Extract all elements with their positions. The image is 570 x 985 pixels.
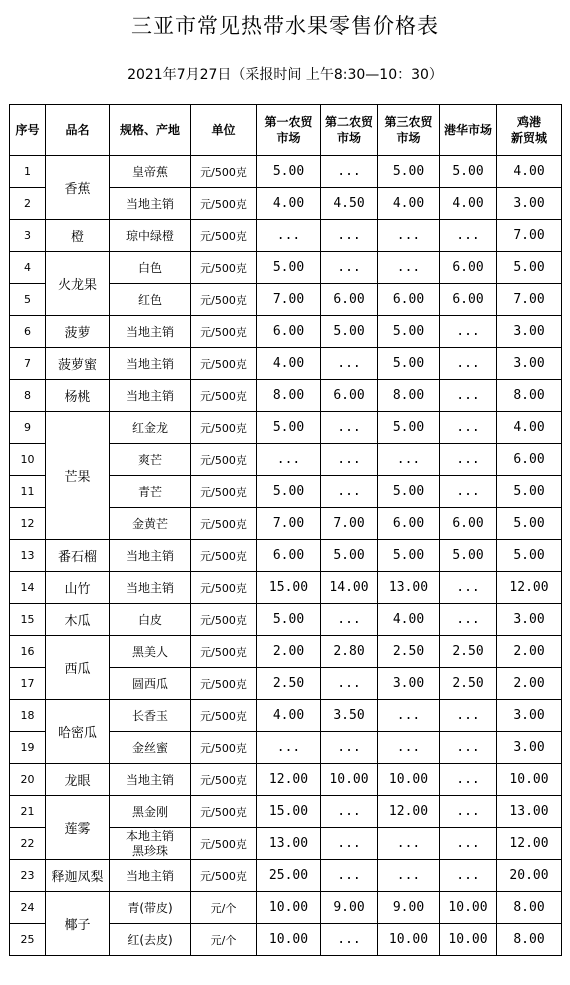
unit: 元/500克 xyxy=(191,604,257,636)
spec-origin: 金丝蜜 xyxy=(110,732,191,764)
price-cell: 15.00 xyxy=(257,796,321,828)
price-cell: 12.00 xyxy=(257,764,321,796)
spec-origin: 金黄芒 xyxy=(110,508,191,540)
fruit-name: 椰子 xyxy=(46,892,110,956)
price-cell: 5.00 xyxy=(497,252,562,284)
spec-origin: 当地主销 xyxy=(110,380,191,412)
spec-origin: 青(带皮) xyxy=(110,892,191,924)
fruit-name: 木瓜 xyxy=(46,604,110,636)
unit: 元/500克 xyxy=(191,348,257,380)
unit: 元/500克 xyxy=(191,636,257,668)
row-number: 24 xyxy=(10,892,46,924)
price-cell: ... xyxy=(440,380,497,412)
price-cell: 5.00 xyxy=(257,604,321,636)
unit: 元/500克 xyxy=(191,412,257,444)
price-cell: 5.00 xyxy=(497,508,562,540)
spec-origin: 红色 xyxy=(110,284,191,316)
price-cell: ... xyxy=(257,732,321,764)
price-cell: 6.00 xyxy=(321,284,378,316)
price-cell: 8.00 xyxy=(497,380,562,412)
spec-origin: 当地主销 xyxy=(110,572,191,604)
spec-origin: 黑美人 xyxy=(110,636,191,668)
fruit-name: 龙眼 xyxy=(46,764,110,796)
spec-origin: 长香玉 xyxy=(110,700,191,732)
price-cell: ... xyxy=(378,444,440,476)
unit: 元/500克 xyxy=(191,540,257,572)
header-cell: 第一农贸 市场 xyxy=(257,105,321,156)
unit: 元/500克 xyxy=(191,380,257,412)
fruit-name: 杨桃 xyxy=(46,380,110,412)
price-cell: ... xyxy=(321,348,378,380)
price-cell: 10.00 xyxy=(378,924,440,956)
price-cell: 10.00 xyxy=(378,764,440,796)
price-cell: 5.00 xyxy=(497,476,562,508)
price-cell: 5.00 xyxy=(257,412,321,444)
row-number: 4 xyxy=(10,252,46,284)
row-number: 14 xyxy=(10,572,46,604)
price-cell: 5.00 xyxy=(378,316,440,348)
price-cell: ... xyxy=(378,220,440,252)
price-cell: ... xyxy=(321,220,378,252)
spec-origin: 当地主销 xyxy=(110,188,191,220)
price-cell: 2.50 xyxy=(440,636,497,668)
price-cell: 6.00 xyxy=(257,540,321,572)
fruit-name: 菠萝 xyxy=(46,316,110,348)
spec-origin: 当地主销 xyxy=(110,316,191,348)
price-cell: ... xyxy=(378,700,440,732)
fruit-name: 番石榴 xyxy=(46,540,110,572)
row-number: 20 xyxy=(10,764,46,796)
price-cell: ... xyxy=(257,444,321,476)
price-cell: 5.00 xyxy=(321,540,378,572)
price-cell: ... xyxy=(321,444,378,476)
row-number: 8 xyxy=(10,380,46,412)
header-cell: 港华市场 xyxy=(440,105,497,156)
price-cell: ... xyxy=(440,796,497,828)
header-cell: 规格、产地 xyxy=(110,105,191,156)
row-number: 2 xyxy=(10,188,46,220)
header-cell: 第三农贸 市场 xyxy=(378,105,440,156)
price-cell: 6.00 xyxy=(321,380,378,412)
row-number: 6 xyxy=(10,316,46,348)
row-number: 19 xyxy=(10,732,46,764)
price-cell: 2.00 xyxy=(497,668,562,700)
unit: 元/500克 xyxy=(191,572,257,604)
price-cell: 2.00 xyxy=(497,636,562,668)
spec-origin: 当地主销 xyxy=(110,348,191,380)
price-cell: 5.00 xyxy=(378,540,440,572)
price-cell: 12.00 xyxy=(497,572,562,604)
price-cell: ... xyxy=(440,860,497,892)
spec-origin: 当地主销 xyxy=(110,860,191,892)
price-cell: 5.00 xyxy=(440,540,497,572)
price-cell: 7.00 xyxy=(321,508,378,540)
header-cell: 单位 xyxy=(191,105,257,156)
unit: 元/500克 xyxy=(191,316,257,348)
price-cell: ... xyxy=(440,604,497,636)
price-table xyxy=(9,104,562,956)
unit: 元/500克 xyxy=(191,444,257,476)
price-cell: 4.00 xyxy=(257,348,321,380)
fruit-name: 菠萝蜜 xyxy=(46,348,110,380)
price-cell: ... xyxy=(440,732,497,764)
fruit-name: 西瓜 xyxy=(46,636,110,700)
price-cell: 2.50 xyxy=(440,668,497,700)
spec-origin: 黑金刚 xyxy=(110,796,191,828)
price-cell: 3.00 xyxy=(497,188,562,220)
row-number: 12 xyxy=(10,508,46,540)
table-row xyxy=(10,316,562,348)
row-number: 21 xyxy=(10,796,46,828)
spec-origin: 皇帝蕉 xyxy=(110,156,191,188)
price-cell: 13.00 xyxy=(497,796,562,828)
row-number: 16 xyxy=(10,636,46,668)
price-cell: 15.00 xyxy=(257,572,321,604)
spec-origin: 当地主销 xyxy=(110,764,191,796)
row-number: 3 xyxy=(10,220,46,252)
unit: 元/500克 xyxy=(191,764,257,796)
price-cell: ... xyxy=(440,316,497,348)
unit: 元/个 xyxy=(191,924,257,956)
header-cell: 品名 xyxy=(46,105,110,156)
fruit-name: 莲雾 xyxy=(46,796,110,860)
page-title: 三亚市常见热带水果零售价格表 xyxy=(131,14,439,38)
unit: 元/500克 xyxy=(191,156,257,188)
price-cell: 10.00 xyxy=(440,924,497,956)
fruit-name: 火龙果 xyxy=(46,252,110,316)
table-row xyxy=(10,636,562,668)
price-cell: 5.00 xyxy=(497,540,562,572)
price-cell: 13.00 xyxy=(257,828,321,860)
price-cell: 2.50 xyxy=(257,668,321,700)
price-cell: ... xyxy=(378,828,440,860)
row-number: 11 xyxy=(10,476,46,508)
price-cell: 10.00 xyxy=(257,924,321,956)
unit: 元/个 xyxy=(191,892,257,924)
table-row xyxy=(10,700,562,732)
spec-origin: 红金龙 xyxy=(110,412,191,444)
table-row xyxy=(10,540,562,572)
spec-origin: 红(去皮) xyxy=(110,924,191,956)
price-cell: 3.00 xyxy=(497,604,562,636)
price-cell: 8.00 xyxy=(378,380,440,412)
price-cell: ... xyxy=(440,764,497,796)
price-cell: 12.00 xyxy=(378,796,440,828)
price-cell: ... xyxy=(378,252,440,284)
spec-origin: 琼中绿橙 xyxy=(110,220,191,252)
price-cell: 3.00 xyxy=(378,668,440,700)
table-body xyxy=(10,156,562,956)
table-row xyxy=(10,892,562,924)
unit: 元/500克 xyxy=(191,796,257,828)
price-cell: 6.00 xyxy=(378,284,440,316)
spec-origin: 青芒 xyxy=(110,476,191,508)
price-cell: 6.00 xyxy=(378,508,440,540)
price-cell: ... xyxy=(440,220,497,252)
row-number: 13 xyxy=(10,540,46,572)
price-cell: ... xyxy=(321,476,378,508)
fruit-name: 山竹 xyxy=(46,572,110,604)
fruit-name: 哈密瓜 xyxy=(46,700,110,764)
price-cell: 20.00 xyxy=(497,860,562,892)
unit: 元/500克 xyxy=(191,252,257,284)
price-cell: ... xyxy=(440,348,497,380)
header-cell: 鸡港 新贸城 xyxy=(497,105,562,156)
row-number: 10 xyxy=(10,444,46,476)
price-cell: 4.00 xyxy=(257,188,321,220)
row-number: 17 xyxy=(10,668,46,700)
spec-origin: 爽芒 xyxy=(110,444,191,476)
price-cell: ... xyxy=(321,412,378,444)
price-cell: ... xyxy=(440,572,497,604)
price-cell: 7.00 xyxy=(257,508,321,540)
price-cell: 5.00 xyxy=(378,156,440,188)
price-cell: 10.00 xyxy=(321,764,378,796)
table-row xyxy=(10,220,562,252)
price-cell: 25.00 xyxy=(257,860,321,892)
row-number: 23 xyxy=(10,860,46,892)
unit: 元/500克 xyxy=(191,828,257,860)
price-cell: ... xyxy=(321,252,378,284)
table-row xyxy=(10,412,562,444)
price-cell: ... xyxy=(321,828,378,860)
table-row xyxy=(10,860,562,892)
price-cell: 3.50 xyxy=(321,700,378,732)
spec-origin: 本地主销 黑珍珠 xyxy=(110,828,191,860)
price-cell: 5.00 xyxy=(378,476,440,508)
price-cell: 5.00 xyxy=(440,156,497,188)
spec-origin: 圆西瓜 xyxy=(110,668,191,700)
price-cell: 3.00 xyxy=(497,700,562,732)
price-cell: 6.00 xyxy=(497,444,562,476)
price-cell: 6.00 xyxy=(440,508,497,540)
price-cell: 9.00 xyxy=(321,892,378,924)
row-number: 7 xyxy=(10,348,46,380)
price-cell: ... xyxy=(321,924,378,956)
unit: 元/500克 xyxy=(191,188,257,220)
unit: 元/500克 xyxy=(191,732,257,764)
price-cell: 10.00 xyxy=(257,892,321,924)
price-cell: 3.00 xyxy=(497,348,562,380)
price-cell: 9.00 xyxy=(378,892,440,924)
price-cell: 4.00 xyxy=(378,188,440,220)
fruit-name: 芒果 xyxy=(46,412,110,540)
header-cell: 序号 xyxy=(10,105,46,156)
price-cell: ... xyxy=(257,220,321,252)
price-cell: 13.00 xyxy=(378,572,440,604)
price-cell: 7.00 xyxy=(497,220,562,252)
row-number: 1 xyxy=(10,156,46,188)
unit: 元/500克 xyxy=(191,860,257,892)
row-number: 15 xyxy=(10,604,46,636)
price-cell: 7.00 xyxy=(497,284,562,316)
price-cell: ... xyxy=(378,732,440,764)
price-cell: 5.00 xyxy=(378,348,440,380)
price-cell: 4.00 xyxy=(378,604,440,636)
price-cell: 8.00 xyxy=(497,892,562,924)
unit: 元/500克 xyxy=(191,668,257,700)
fruit-name: 释迦凤梨 xyxy=(46,860,110,892)
table-row xyxy=(10,796,562,828)
price-cell: 5.00 xyxy=(378,412,440,444)
price-cell: 12.00 xyxy=(497,828,562,860)
price-cell: 4.50 xyxy=(321,188,378,220)
price-cell: 2.50 xyxy=(378,636,440,668)
table-row xyxy=(10,252,562,284)
price-cell: 3.00 xyxy=(497,732,562,764)
row-number: 9 xyxy=(10,412,46,444)
price-cell: ... xyxy=(440,444,497,476)
price-cell: ... xyxy=(440,412,497,444)
price-cell: 10.00 xyxy=(497,764,562,796)
price-cell: 4.00 xyxy=(440,188,497,220)
price-cell: 5.00 xyxy=(257,476,321,508)
price-cell: 8.00 xyxy=(257,380,321,412)
price-cell: ... xyxy=(321,860,378,892)
price-cell: 5.00 xyxy=(257,252,321,284)
page-subtitle: 2021年7月27日（采报时间 上午8:30—10：30） xyxy=(127,67,443,83)
price-cell: 2.80 xyxy=(321,636,378,668)
price-cell: 4.00 xyxy=(497,412,562,444)
price-cell: 10.00 xyxy=(440,892,497,924)
unit: 元/500克 xyxy=(191,220,257,252)
header-cell: 第二农贸 市场 xyxy=(321,105,378,156)
table-row xyxy=(10,348,562,380)
row-number: 22 xyxy=(10,828,46,860)
spec-origin: 白皮 xyxy=(110,604,191,636)
spec-origin: 白色 xyxy=(110,252,191,284)
price-cell: 6.00 xyxy=(257,316,321,348)
price-cell: 5.00 xyxy=(321,316,378,348)
price-cell: 5.00 xyxy=(257,156,321,188)
price-cell: 4.00 xyxy=(497,156,562,188)
price-cell: 4.00 xyxy=(257,700,321,732)
row-number: 18 xyxy=(10,700,46,732)
price-cell: ... xyxy=(321,796,378,828)
price-cell: ... xyxy=(321,732,378,764)
price-cell: ... xyxy=(378,860,440,892)
price-cell: ... xyxy=(321,604,378,636)
table-row xyxy=(10,604,562,636)
price-cell: ... xyxy=(440,700,497,732)
unit: 元/500克 xyxy=(191,284,257,316)
price-cell: 8.00 xyxy=(497,924,562,956)
row-number: 5 xyxy=(10,284,46,316)
price-cell: ... xyxy=(321,668,378,700)
spec-origin: 当地主销 xyxy=(110,540,191,572)
fruit-name: 香蕉 xyxy=(46,156,110,220)
unit: 元/500克 xyxy=(191,700,257,732)
row-number: 25 xyxy=(10,924,46,956)
price-cell: ... xyxy=(440,476,497,508)
table-header-row xyxy=(10,105,562,156)
price-cell: 2.00 xyxy=(257,636,321,668)
price-cell: ... xyxy=(440,828,497,860)
fruit-name: 橙 xyxy=(46,220,110,252)
price-cell: 3.00 xyxy=(497,316,562,348)
table-row xyxy=(10,380,562,412)
price-cell: 7.00 xyxy=(257,284,321,316)
price-cell: ... xyxy=(321,156,378,188)
table-row xyxy=(10,764,562,796)
price-cell: 6.00 xyxy=(440,284,497,316)
unit: 元/500克 xyxy=(191,508,257,540)
table-row xyxy=(10,156,562,188)
unit: 元/500克 xyxy=(191,476,257,508)
price-cell: 6.00 xyxy=(440,252,497,284)
price-cell: 14.00 xyxy=(321,572,378,604)
table-row xyxy=(10,572,562,604)
